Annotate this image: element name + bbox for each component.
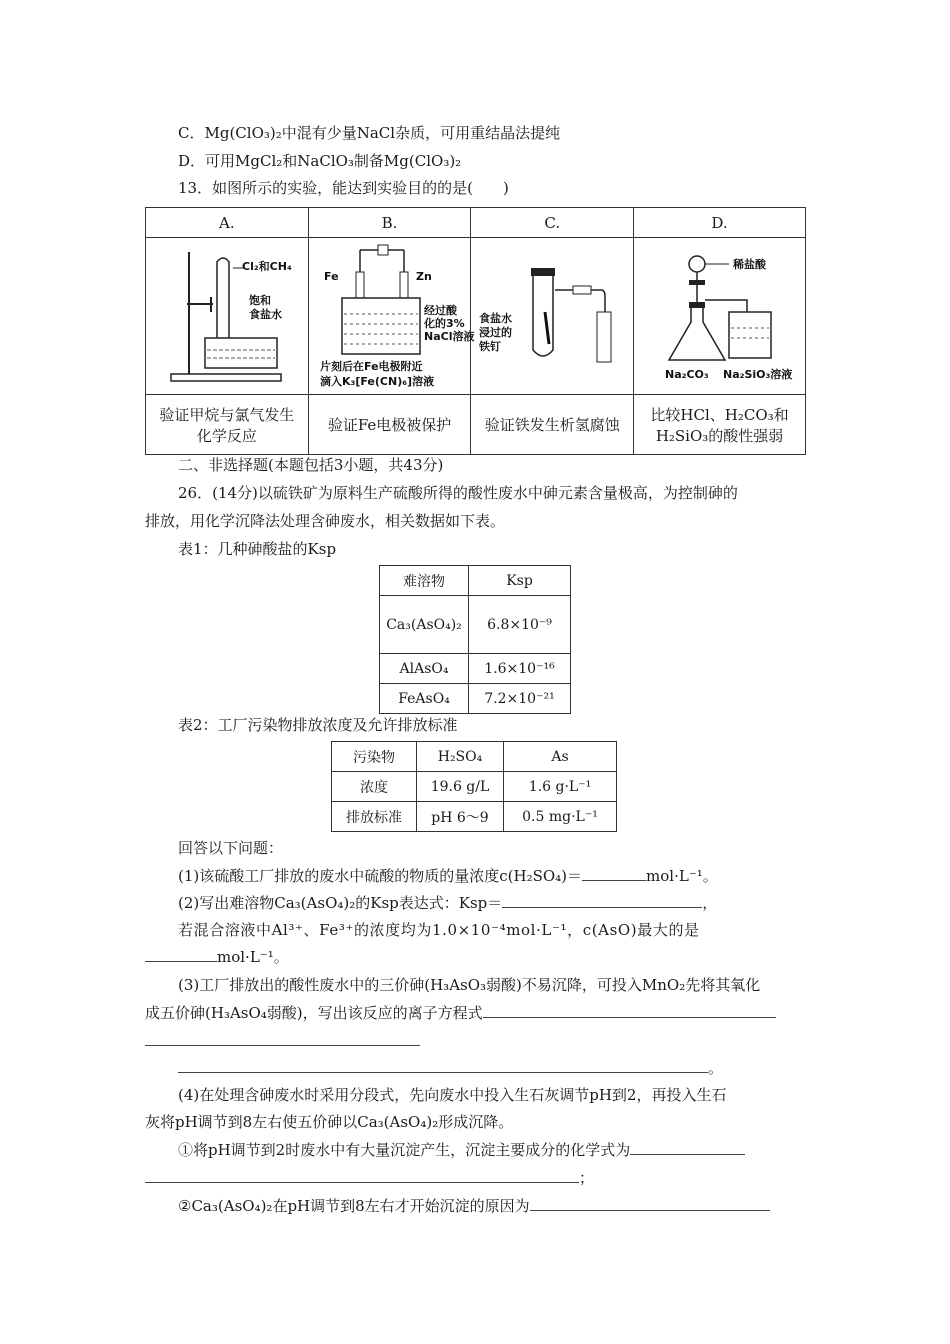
part-2-blank[interactable] bbox=[502, 893, 702, 908]
section-2-heading: 二、非选择题(本题包括3小题，共43分) bbox=[178, 456, 444, 474]
table1-title: 表1：几种砷酸盐的Ksp bbox=[178, 540, 337, 558]
answer-prompt: 回答以下问题： bbox=[178, 839, 284, 857]
label-b-zn: Zn bbox=[416, 270, 432, 283]
part-2c bbox=[145, 947, 289, 967]
caption-c: 验证铁发生析氢腐蚀 bbox=[471, 395, 634, 455]
diagram-c-cell bbox=[471, 238, 634, 395]
t2-header-0: 污染物 bbox=[332, 742, 417, 772]
label-d-solution: Na₂SiO₃溶液 bbox=[723, 368, 793, 381]
label-d-acid: 稀盐酸 bbox=[733, 258, 767, 271]
diagram-d-cell bbox=[634, 238, 806, 395]
caption-d: 比较HCl、H₂CO₃和H₂SiO₃的酸性强弱 bbox=[634, 395, 806, 455]
t2-r0-c1: 19.6 g/L bbox=[417, 772, 504, 802]
svg-text:饱和: 饱和 bbox=[249, 294, 272, 307]
t2-header-1: H₂SO₄ bbox=[417, 742, 504, 772]
header-a: A. bbox=[146, 208, 309, 238]
svg-text:滴入K₃[Fe(CN)₆]溶液: 滴入K₃[Fe(CN)₆]溶液 bbox=[320, 375, 435, 388]
part-4-line-1: (4)在处理含砷废水时采用分段式，先向废水中投入生石灰调节pH到2，再投入生石 bbox=[178, 1086, 727, 1104]
svg-text:化的3%: 化的3% bbox=[424, 317, 465, 330]
label-d-solid: Na₂CO₃ bbox=[665, 368, 709, 381]
ksp-table bbox=[379, 565, 571, 714]
t2-r1-c1: pH 6～9 bbox=[417, 802, 504, 832]
svg-text:食盐水: 食盐水 bbox=[249, 308, 283, 321]
svg-text:经过酸: 经过酸 bbox=[424, 304, 458, 317]
part-2b: 若混合溶液中Al³⁺、Fe³⁺的浓度均为1.0×10⁻⁴mol·L⁻¹，c(AsO)最大的是 bbox=[178, 921, 700, 939]
caption-b: 验证Fe电极被保护 bbox=[308, 395, 471, 455]
t1-r0-c1: 6.8×10⁻⁹ bbox=[469, 596, 571, 654]
part-4b-text: ②Ca₃(AsO₄)₂在pH调节到8左右才开始沉淀的原因为 bbox=[178, 1197, 530, 1215]
svg-text:铁钉: 铁钉 bbox=[478, 340, 501, 353]
svg-text:食盐水: 食盐水 bbox=[478, 312, 512, 325]
t1-r0-c0: Ca₃(AsO₄)₂ bbox=[380, 596, 469, 654]
caption-a: 验证甲烷与氯气发生化学反应 bbox=[146, 395, 309, 455]
electrode-cell-diagram bbox=[312, 242, 475, 390]
part-1-text: (1)该硫酸工厂排放的废水中硫酸的物质的量浓度c(H₂SO₄)＝ bbox=[178, 867, 583, 885]
part-4a-text: ①将pH调节到2时废水中有大量沉淀产生，沉淀主要成分的化学式为 bbox=[178, 1141, 631, 1159]
table2-title: 表2：工厂污染物排放浓度及允许排放标准 bbox=[178, 716, 458, 734]
part-4b bbox=[178, 1196, 770, 1216]
t2-r1-c0: 排放标准 bbox=[332, 802, 417, 832]
acid-strength-diagram bbox=[637, 242, 802, 390]
iron-corrosion-diagram bbox=[475, 242, 630, 390]
part-3-line-4 bbox=[178, 1058, 723, 1078]
part-3-end: 。 bbox=[708, 1059, 724, 1077]
part-4a bbox=[178, 1140, 745, 1160]
emission-table bbox=[331, 741, 617, 832]
part-4-line-2: 灰将pH调节到8左右使五价砷以Ca₃(AsO₄)₂形成沉降。 bbox=[145, 1113, 514, 1131]
part-1-blank[interactable] bbox=[582, 866, 646, 881]
part-2 bbox=[178, 893, 717, 913]
header-c: C. bbox=[471, 208, 634, 238]
part-3-blank-b[interactable] bbox=[145, 1031, 420, 1046]
t1-header-0: 难溶物 bbox=[380, 566, 469, 596]
part-2c-blank[interactable] bbox=[145, 947, 217, 962]
label-a-gas: Cl₂和CH₄ bbox=[242, 260, 293, 273]
q26-intro-2: 排放，用化学沉降法处理含砷废水，相关数据如下表。 bbox=[145, 512, 506, 530]
svg-text:浸过的: 浸过的 bbox=[478, 326, 512, 339]
part-1 bbox=[178, 866, 718, 886]
methane-chlorine-apparatus-diagram bbox=[149, 242, 304, 390]
option-d: D．可用MgCl₂和NaClO₃制备Mg(ClO₃)₂ bbox=[178, 152, 462, 170]
option-c: C．Mg(ClO₃)₂中混有少量NaCl杂质，可用重结晶法提纯 bbox=[178, 124, 561, 142]
part-4a-blank-a[interactable] bbox=[630, 1140, 745, 1155]
header-b: B. bbox=[308, 208, 471, 238]
t1-r2-c1: 7.2×10⁻²¹ bbox=[469, 684, 571, 714]
t1-header-1: Ksp bbox=[469, 566, 571, 596]
t1-r1-c1: 1.6×10⁻¹⁶ bbox=[469, 654, 571, 684]
label-b-fe: Fe bbox=[324, 270, 339, 283]
part-4a-cont bbox=[145, 1168, 594, 1188]
part-4b-blank[interactable] bbox=[530, 1196, 770, 1211]
t2-header-2: As bbox=[504, 742, 617, 772]
t2-r0-c0: 浓度 bbox=[332, 772, 417, 802]
question-13: 13．如图所示的实验，能达到实验目的的是( ) bbox=[178, 179, 509, 197]
diagram-b-cell bbox=[308, 238, 475, 395]
header-d: D. bbox=[634, 208, 806, 238]
part-2c-end: mol·L⁻¹。 bbox=[217, 948, 289, 966]
svg-text:NaCl溶液: NaCl溶液 bbox=[424, 330, 475, 343]
part-3-line-2 bbox=[145, 1003, 776, 1023]
part-4a-blank-b[interactable] bbox=[145, 1168, 579, 1183]
part-3-line-1: (3)工厂排放出的酸性废水中的三价砷(H₃AsO₃弱酸)不易沉降，可投入MnO₂先将其氧化 bbox=[178, 976, 761, 994]
part-2-text: (2)写出难溶物Ca₃(AsO₄)₂的Ksp表达式：Ksp＝ bbox=[178, 894, 503, 912]
part-3-text: 成五价砷(H₃AsO₄弱酸)，写出该反应的离子方程式 bbox=[145, 1004, 483, 1022]
part-3-blank-c[interactable] bbox=[178, 1058, 708, 1073]
part-4a-end: ； bbox=[579, 1169, 595, 1187]
t1-r2-c0: FeAsO₄ bbox=[380, 684, 469, 714]
part-3-blank-a[interactable] bbox=[483, 1003, 776, 1018]
part-3-line-3 bbox=[145, 1031, 420, 1051]
q13-table bbox=[145, 207, 806, 455]
part-2-end: ， bbox=[702, 894, 718, 912]
q26-intro-1: 26．(14分)以硫铁矿为原料生产硫酸所得的酸性废水中砷元素含量极高，为控制砷的 bbox=[178, 484, 738, 502]
t2-r1-c2: 0.5 mg·L⁻¹ bbox=[504, 802, 617, 832]
svg-text:片刻后在Fe电极附近: 片刻后在Fe电极附近 bbox=[320, 360, 423, 373]
t1-r1-c0: AlAsO₄ bbox=[380, 654, 469, 684]
diagram-a-cell bbox=[146, 238, 309, 395]
part-1-end: mol·L⁻¹。 bbox=[646, 867, 718, 885]
t2-r0-c2: 1.6 g·L⁻¹ bbox=[504, 772, 617, 802]
